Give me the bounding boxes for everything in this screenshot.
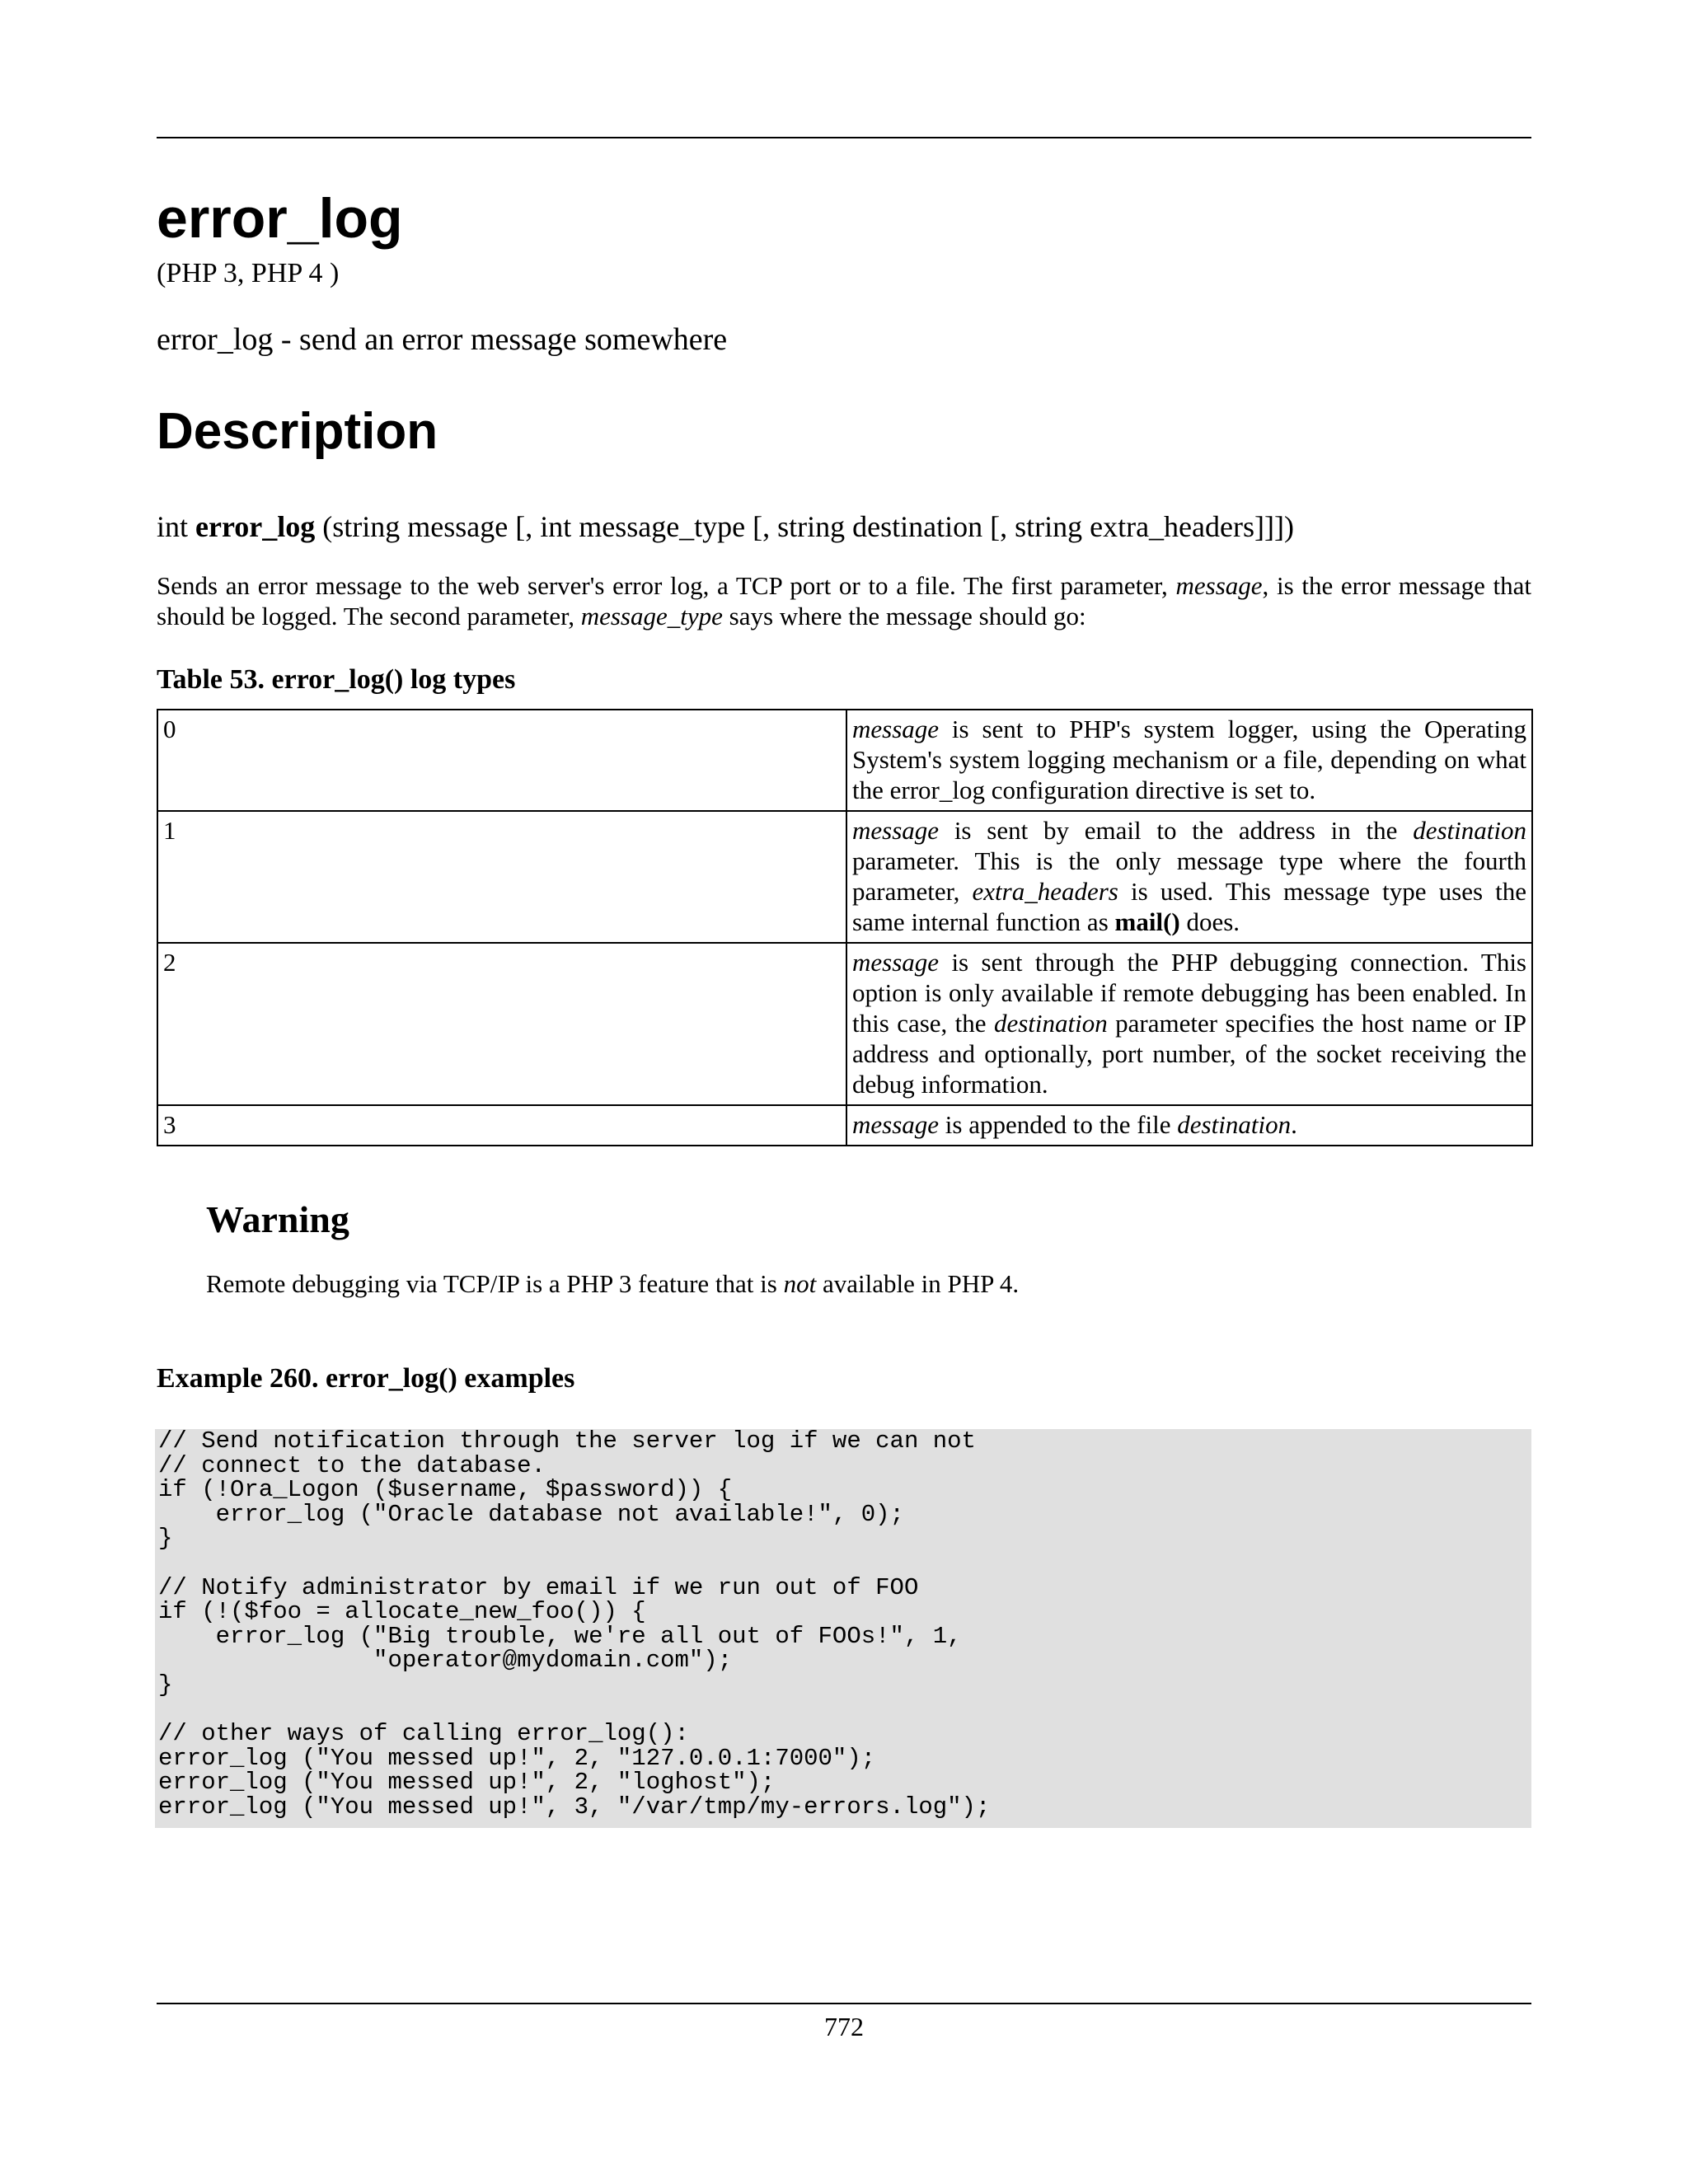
param-name: destination	[993, 1009, 1108, 1038]
param-name: message	[852, 1110, 940, 1139]
table-row	[157, 1105, 1532, 1146]
log-type-value: 2	[157, 943, 846, 1105]
param-name: destination	[1177, 1110, 1292, 1139]
log-type-description	[846, 710, 1532, 811]
warning-text	[206, 1268, 1492, 1299]
param-name: extra_headers	[972, 877, 1118, 906]
param-name: message	[852, 816, 940, 845]
page-number: 772	[824, 2012, 864, 2041]
intro-text-1: Sends an error message to the web server's error log, a TCP port or to a file. The first parameter,	[157, 571, 1176, 600]
function-purpose: error_log - send an error message somewhere	[157, 322, 728, 357]
log-type-value: 0	[157, 710, 846, 811]
warning-text-after: available in PHP 4.	[816, 1269, 1020, 1299]
intro-param-message-type: message_type	[580, 602, 723, 630]
table-row	[157, 943, 1532, 1105]
description-text: is sent by email to the address in the	[939, 816, 1414, 845]
description-text: is used. This message type uses the same internal function as	[852, 877, 1526, 936]
description-heading: Description	[157, 403, 438, 460]
code-example: // Send notification through the server log if we can not // connect to the database. if (!Ora_Logon ($username, $password)) { error_log ("Oracle database not available!", 0); } // Notify administrator by email if we run out of FOO if (!($foo = allocate_new_foo()) { error_log ("Big trouble, we're all out of FOOs!", 1, "operator@mydomain.com"); } // other ways of calling error_log(): error_log ("You messed up!", 2, "127.0.0.1:7000"); error_log ("You messed up!", 2, "loghost"); error_log ("You messed up!", 3, "/var/tmp/my-errors.log");	[155, 1429, 1531, 1828]
param-name: message	[852, 715, 940, 743]
intro-text-2: , is the error message that should be logged. The second parameter,	[157, 571, 1531, 630]
header-rule	[157, 137, 1531, 138]
param-name: destination	[1413, 816, 1526, 845]
description-text: does.	[1179, 907, 1240, 936]
warning-title: Warning	[206, 1198, 349, 1240]
footer-rule	[157, 2003, 1531, 2004]
description-text: .	[1291, 1110, 1297, 1139]
description-text: is sent through the PHP debugging connection. This option is only available if remote debugging has been enabled. In this case, the	[852, 948, 1526, 1038]
log-type-value: 1	[157, 811, 846, 943]
description-text: is sent to PHP's system logger, using the Operating System's system logging mechanism or a file, depending on what the error_log configuration directive is set to.	[852, 715, 1526, 804]
warning-box	[206, 1197, 1492, 1299]
description-text: parameter. This is the only message type where the fourth parameter,	[852, 846, 1526, 906]
function-synopsis	[157, 509, 1294, 545]
log-types-table	[157, 709, 1533, 1146]
description-paragraph	[157, 570, 1531, 631]
log-type-description	[846, 1105, 1532, 1146]
intro-text-3: says where the message should go:	[722, 602, 1086, 630]
synopsis-return-type: int	[157, 510, 189, 543]
function-ref: mail()	[1114, 907, 1180, 936]
example-title: Example 260. error_log() examples	[157, 1363, 575, 1394]
description-text: parameter specifies the host name or IP address and optionally, port number, of the socket receiving the debug information.	[852, 1009, 1526, 1099]
intro-param-message: message	[1175, 571, 1263, 600]
warning-emphasis: not	[783, 1269, 817, 1299]
function-title: error_log	[157, 187, 403, 250]
table-row	[157, 710, 1532, 811]
version-info: (PHP 3, PHP 4 )	[157, 258, 340, 288]
log-type-value: 3	[157, 1105, 846, 1146]
param-name: message	[852, 948, 940, 977]
description-text: is appended to the file	[939, 1110, 1178, 1139]
synopsis-params: (string message [, int message_type [, string destination [, string extra_headers]]])	[322, 510, 1294, 543]
log-type-description	[846, 943, 1532, 1105]
table-row	[157, 811, 1532, 943]
log-type-description	[846, 811, 1532, 943]
synopsis-function-name: error_log	[195, 510, 316, 543]
table-caption: Table 53. error_log() log types	[157, 664, 516, 695]
warning-text-before: Remote debugging via TCP/IP is a PHP 3 feature that is	[206, 1269, 784, 1299]
